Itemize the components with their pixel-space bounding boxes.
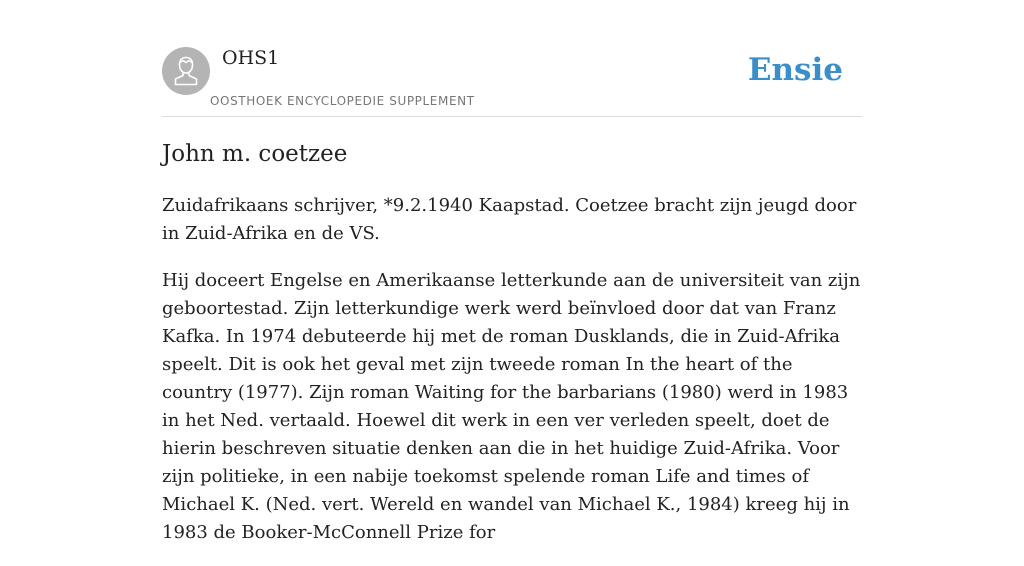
article-body: [162, 192, 862, 566]
ensie-logo[interactable]: Ensie: [747, 52, 843, 88]
article-header: [162, 47, 862, 117]
author-name[interactable]: OHS1: [222, 47, 280, 69]
article-title: John m. coetzee: [162, 141, 348, 167]
author-avatar[interactable]: [162, 47, 210, 95]
user-icon: [162, 47, 210, 95]
article-paragraph: Hij doceert Engelse en Amerikaanse letterkunde aan de universiteit van zijn geboortestad. Zijn letterkundige werk werd beïnvloed door dat van Franz Kafka. In 1974 debuteerde hij met de roman Dusklands, die in Zuid-Afrika speelt. Dit is ook het geval met zijn tweede roman In the heart of the country (1977). Zijn roman Waiting for the barbarians (1980) werd in 1983 in het Ned. vertaald. Hoewel dit werk in een ver verleden speelt, doet de hierin beschreven situatie denken aan die in het huidige Zuid-Afrika. Voor zijn politieke, in een nabije toekomst spelende roman Life and times of Michael K. (Ned. vert. Wereld en wandel van Michael K., 1984) kreeg hij in 1983 de Booker-McConnell Prize for: [162, 270, 861, 543]
article-paragraph: Zuidafrikaans schrijver, *9.2.1940 Kaapstad. Coetzee bracht zijn jeugd door in Zuid-Afrika en de VS.: [162, 195, 857, 244]
source-label[interactable]: OOSTHOEK ENCYCLOPEDIE SUPPLEMENT: [210, 94, 475, 108]
